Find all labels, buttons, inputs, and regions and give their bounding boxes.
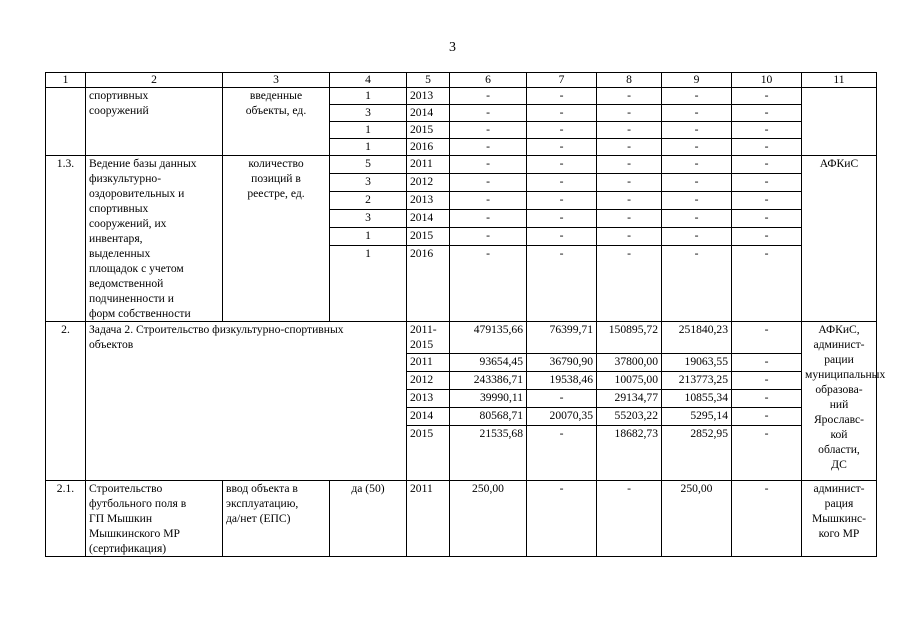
value-cell: - — [732, 372, 802, 390]
value-cell: - — [732, 228, 802, 246]
executor-cell: админист- рация Мышкинс- кого МР — [802, 481, 877, 557]
value-cell: - — [662, 105, 732, 122]
value-cell: - — [662, 88, 732, 105]
header-cell: 11 — [802, 73, 877, 88]
indicator-value: 1 — [330, 88, 407, 105]
value-cell: 479135,66 — [450, 322, 527, 354]
year-cell: 2015 — [407, 122, 450, 139]
year-cell: 2011 — [407, 354, 450, 372]
value-cell: 10855,34 — [662, 390, 732, 408]
value-cell: - — [527, 105, 597, 122]
value-cell: - — [527, 88, 597, 105]
table-row — [46, 481, 877, 557]
value-cell: - — [527, 210, 597, 228]
year-cell: 2015 — [407, 228, 450, 246]
value-cell: 39990,11 — [450, 390, 527, 408]
year-cell: 2016 — [407, 246, 450, 322]
value-cell: - — [597, 246, 662, 322]
table-row — [46, 322, 877, 354]
value-cell: - — [597, 481, 662, 557]
indicator-value: 3 — [330, 174, 407, 192]
table-row — [46, 156, 877, 174]
value-cell: - — [662, 156, 732, 174]
value-cell: - — [732, 88, 802, 105]
executor-cell: АФКиС, админист- рации муниципальных образова- ний Ярославс- кой области, ДС — [802, 322, 877, 481]
header-cell: 3 — [223, 73, 330, 88]
value-cell: 213773,25 — [662, 372, 732, 390]
value-cell: - — [662, 122, 732, 139]
value-cell: 10075,00 — [597, 372, 662, 390]
executor-cell — [802, 88, 877, 156]
year-cell: 2015 — [407, 426, 450, 481]
indicator-value: 3 — [330, 210, 407, 228]
header-cell: 1 — [46, 73, 86, 88]
indicator-value: 5 — [330, 156, 407, 174]
value-cell: 250,00 — [450, 481, 527, 557]
value-cell: - — [732, 122, 802, 139]
indicator-name: введенные объекты, ед. — [223, 88, 330, 156]
value-cell: - — [662, 192, 732, 210]
program-table — [45, 72, 886, 557]
indicator-value: да (50) — [330, 481, 407, 557]
executor-cell: АФКиС — [802, 156, 877, 322]
year-cell: 2013 — [407, 390, 450, 408]
value-cell: - — [732, 210, 802, 228]
value-cell: 19063,55 — [662, 354, 732, 372]
value-cell: - — [662, 210, 732, 228]
row-number-cell: 2. — [46, 322, 86, 481]
value-cell: - — [732, 174, 802, 192]
value-cell: - — [597, 105, 662, 122]
value-cell: 5295,14 — [662, 408, 732, 426]
row-number-cell — [46, 88, 86, 156]
value-cell: - — [597, 156, 662, 174]
year-cell: 2013 — [407, 88, 450, 105]
value-cell: - — [527, 246, 597, 322]
header-row — [46, 73, 877, 88]
indicator-name: количество позиций в реестре, ед. — [223, 156, 330, 322]
year-cell: 2016 — [407, 139, 450, 156]
value-cell: 243386,71 — [450, 372, 527, 390]
value-cell: - — [450, 228, 527, 246]
header-cell: 7 — [527, 73, 597, 88]
page-number: 3 — [449, 40, 456, 55]
value-cell: - — [527, 139, 597, 156]
header-cell: 8 — [597, 73, 662, 88]
table-row — [46, 88, 877, 105]
indicator-value: 1 — [330, 228, 407, 246]
value-cell: - — [597, 139, 662, 156]
value-cell: - — [597, 122, 662, 139]
header-cell: 10 — [732, 73, 802, 88]
year-cell: 2014 — [407, 210, 450, 228]
value-cell: 19538,46 — [527, 372, 597, 390]
value-cell: - — [527, 192, 597, 210]
value-cell: 150895,72 — [597, 322, 662, 354]
value-cell: - — [527, 481, 597, 557]
value-cell: - — [732, 408, 802, 426]
value-cell: - — [732, 426, 802, 481]
value-cell: - — [450, 174, 527, 192]
activity-name: спортивных сооружений — [86, 88, 223, 156]
task-title: Задача 2. Строительство физкультурно-спортивных объектов — [86, 322, 407, 481]
header-cell: 4 — [330, 73, 407, 88]
year-cell: 2012 — [407, 372, 450, 390]
indicator-name: ввод объекта в эксплуатацию, да/нет (ЕПС) — [223, 481, 330, 557]
value-cell: - — [597, 88, 662, 105]
value-cell: - — [527, 174, 597, 192]
value-cell: - — [450, 105, 527, 122]
value-cell: - — [662, 139, 732, 156]
value-cell: - — [527, 390, 597, 408]
value-cell: 20070,35 — [527, 408, 597, 426]
year-cell: 2013 — [407, 192, 450, 210]
year-cell: 2011- 2015 — [407, 322, 450, 354]
value-cell: 37800,00 — [597, 354, 662, 372]
value-cell: - — [450, 246, 527, 322]
value-cell: - — [732, 156, 802, 174]
value-cell: - — [527, 156, 597, 174]
value-cell: - — [450, 122, 527, 139]
row-number-cell: 1.3. — [46, 156, 86, 322]
value-cell: - — [732, 354, 802, 372]
value-cell: 21535,68 — [450, 426, 527, 481]
value-cell: - — [597, 192, 662, 210]
indicator-value: 1 — [330, 122, 407, 139]
value-cell: - — [597, 174, 662, 192]
header-cell: 5 — [407, 73, 450, 88]
indicator-value: 1 — [330, 139, 407, 156]
value-cell: 2852,95 — [662, 426, 732, 481]
value-cell: 80568,71 — [450, 408, 527, 426]
value-cell: - — [450, 156, 527, 174]
value-cell: - — [662, 228, 732, 246]
header-cell: 6 — [450, 73, 527, 88]
value-cell: 93654,45 — [450, 354, 527, 372]
value-cell: 251840,23 — [662, 322, 732, 354]
value-cell: - — [662, 174, 732, 192]
value-cell: - — [732, 322, 802, 354]
value-cell: - — [527, 426, 597, 481]
header-cell: 9 — [662, 73, 732, 88]
row-number-cell: 2.1. — [46, 481, 86, 557]
year-cell: 2014 — [407, 105, 450, 122]
activity-name: Строительство футбольного поля в ГП Мышкин Мышкинского МР (сертификация) — [86, 481, 223, 557]
value-cell: 36790,90 — [527, 354, 597, 372]
value-cell: - — [597, 228, 662, 246]
value-cell: 76399,71 — [527, 322, 597, 354]
year-cell: 2011 — [407, 156, 450, 174]
year-cell: 2014 — [407, 408, 450, 426]
value-cell: - — [450, 88, 527, 105]
indicator-value: 2 — [330, 192, 407, 210]
indicator-value: 1 — [330, 246, 407, 322]
value-cell: - — [732, 139, 802, 156]
value-cell: - — [450, 192, 527, 210]
value-cell: - — [450, 139, 527, 156]
value-cell: 55203,22 — [597, 408, 662, 426]
value-cell: - — [732, 481, 802, 557]
header-cell: 2 — [86, 73, 223, 88]
value-cell: - — [527, 122, 597, 139]
year-cell: 2012 — [407, 174, 450, 192]
value-cell: - — [527, 228, 597, 246]
value-cell: 29134,77 — [597, 390, 662, 408]
activity-name: Ведение базы данных физкультурно- оздоровительных и спортивных сооружений, их инвентаря, выделенных площадок с учетом ведомственной подчиненности и форм собственности — [86, 156, 223, 322]
value-cell: 18682,73 — [597, 426, 662, 481]
value-cell: - — [450, 210, 527, 228]
value-cell: - — [732, 246, 802, 322]
value-cell: - — [732, 390, 802, 408]
value-cell: - — [662, 246, 732, 322]
value-cell: - — [732, 105, 802, 122]
year-cell: 2011 — [407, 481, 450, 557]
value-cell: - — [732, 192, 802, 210]
indicator-value: 3 — [330, 105, 407, 122]
value-cell: - — [597, 210, 662, 228]
value-cell: 250,00 — [662, 481, 732, 557]
